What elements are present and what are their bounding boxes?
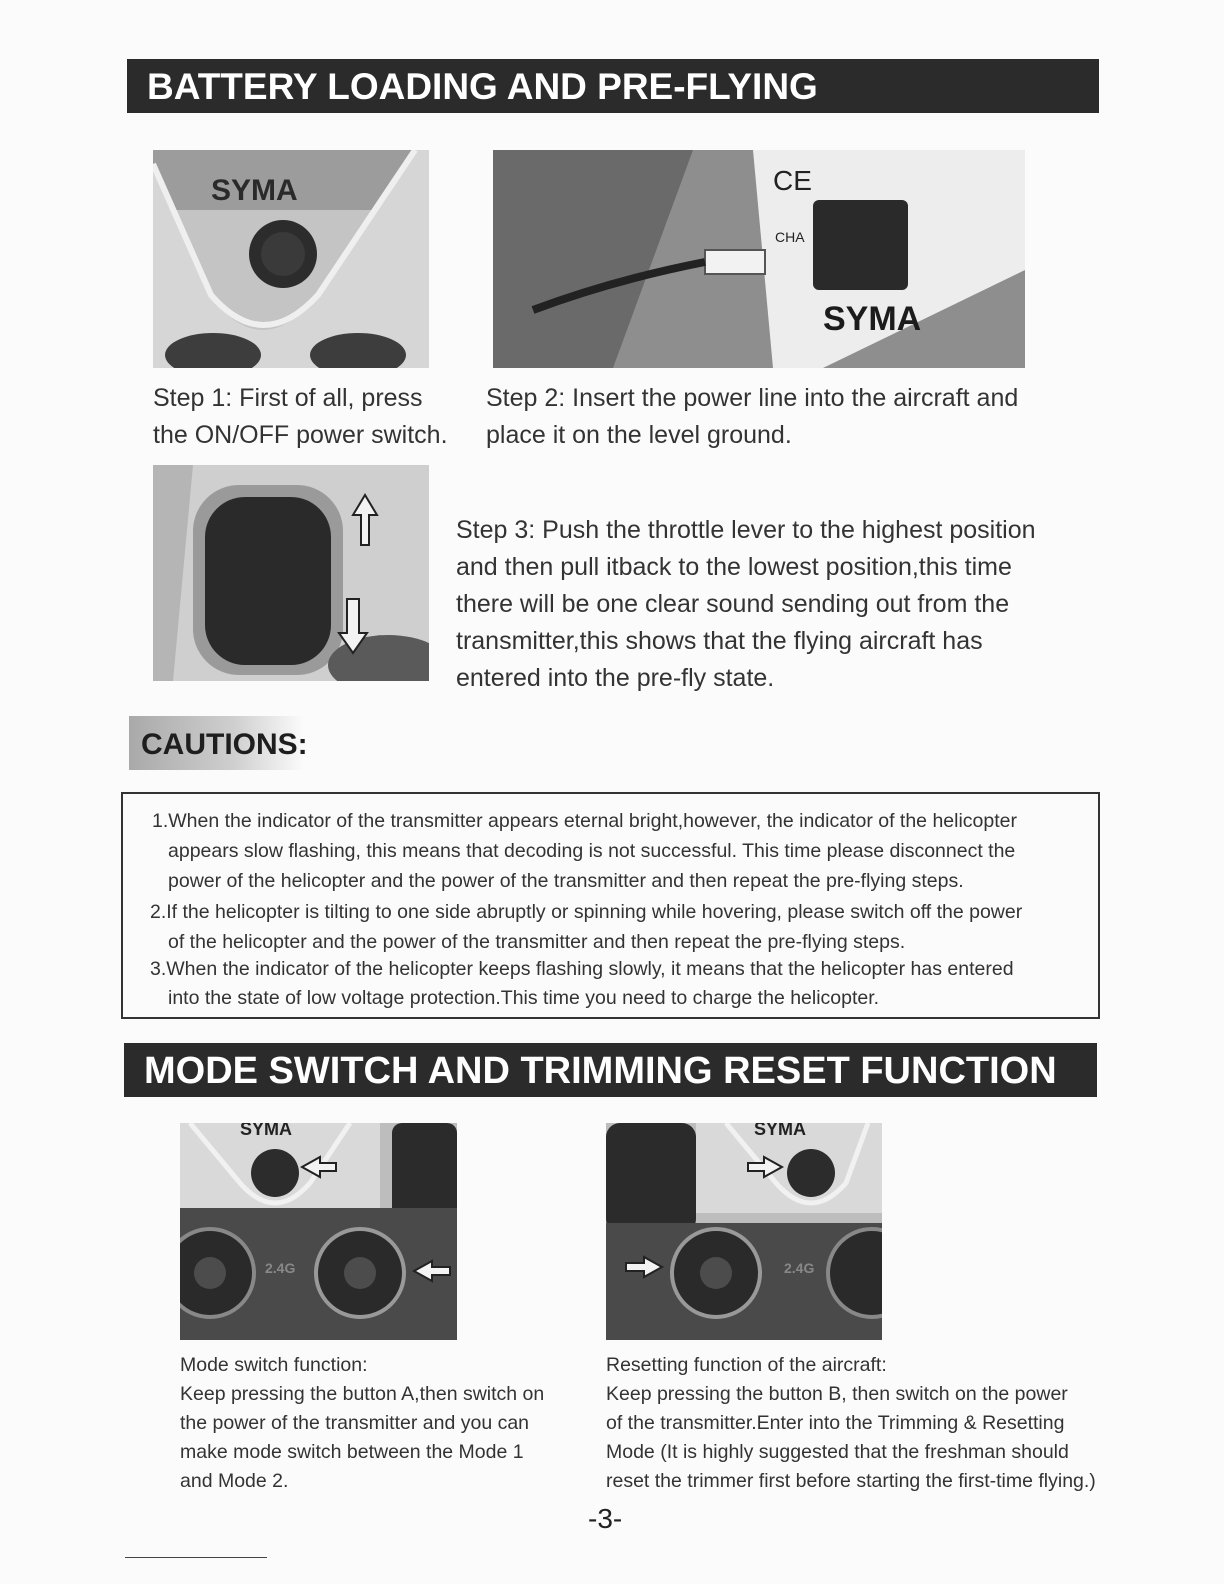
cha-label: CHA	[775, 229, 805, 245]
step2-line1: Step 2: Insert the power line into the aircraft and	[486, 384, 1019, 412]
section-title: BATTERY LOADING AND PRE-FLYING	[147, 66, 818, 107]
page-number: -3-	[588, 1503, 623, 1534]
step2-caption	[486, 380, 1018, 454]
caution-line: 3.When the indicator of the helicopter keeps flashing slowly, it means that the helicopter has entered	[150, 958, 1014, 980]
photo-power-switch	[153, 150, 429, 368]
step3-line: entered into the pre-fly state.	[456, 664, 775, 692]
syma-logo-text: SYMA	[240, 1123, 293, 1139]
mode-switch-line: the power of the transmitter and you can	[180, 1412, 530, 1434]
reset-line: reset the trimmer first before starting the first-time flying.)	[606, 1470, 1096, 1492]
band-label: 2.4G	[784, 1260, 815, 1276]
mode-switch-caption	[180, 1351, 544, 1496]
syma-logo-text: SYMA	[754, 1123, 807, 1139]
caution-line: 2.If the helicopter is tilting to one side abruptly or spinning while hovering, please switch off the power	[150, 901, 1023, 923]
photo-insert-power-line	[493, 150, 1025, 368]
photo-mode-switch	[180, 1123, 457, 1340]
step2-line2: place it on the level ground.	[486, 421, 792, 449]
mode-switch-line: and Mode 2.	[180, 1470, 289, 1492]
caution-line: into the state of low voltage protection.This time you need to charge the helicopter.	[168, 987, 880, 1009]
cautions-box	[121, 792, 1100, 1019]
band-label: 2.4G	[265, 1260, 296, 1276]
section-title: MODE SWITCH AND TRIMMING RESET FUNCTION	[144, 1050, 1057, 1092]
section-banner-battery	[127, 59, 1099, 113]
reset-line: Resetting function of the aircraft:	[606, 1354, 887, 1376]
reset-line: Mode (It is highly suggested that the freshman should	[606, 1441, 1069, 1463]
mode-switch-line: Mode switch function:	[180, 1354, 368, 1376]
step1-line1: Step 1: First of all, press	[153, 384, 423, 412]
photo-trim-reset	[606, 1123, 882, 1340]
photo-throttle-lever	[153, 465, 429, 681]
step3-line: there will be one clear sound sending out from the	[456, 590, 1010, 618]
caution-line: 1.When the indicator of the transmitter appears eternal bright,however, the indicator of the helicopter	[152, 810, 1017, 832]
syma-logo-text: SYMA	[823, 300, 922, 338]
caution-line: power of the helicopter and the power of the transmitter and then repeat the pre-flying steps.	[168, 870, 964, 892]
step3-caption	[456, 512, 1036, 697]
step1-caption	[153, 380, 448, 454]
mode-switch-line: make mode switch between the Mode 1	[180, 1441, 524, 1463]
step3-line: transmitter,this shows that the flying aircraft has	[456, 627, 983, 655]
step3-line: and then pull itback to the lowest position,this time	[456, 553, 1012, 581]
step1-line2: the ON/OFF power switch.	[153, 421, 448, 449]
caution-line: appears slow flashing, this means that decoding is not successful. This time please disconnect the	[168, 840, 1016, 862]
caution-line: of the helicopter and the power of the transmitter and then repeat the pre-flying steps.	[168, 931, 906, 953]
reset-caption	[606, 1351, 1096, 1496]
section-banner-mode-switch	[124, 1043, 1097, 1097]
cautions-heading: CAUTIONS:	[129, 716, 304, 770]
mode-switch-line: Keep pressing the button A,then switch on	[180, 1383, 545, 1405]
footer-rule	[125, 1557, 267, 1558]
step3-line: Step 3: Push the throttle lever to the highest position	[456, 516, 1036, 544]
ce-mark: CE	[773, 165, 812, 196]
syma-logo-text: SYMA	[211, 174, 298, 207]
reset-line: of the transmitter.Enter into the Trimming & Resetting	[606, 1412, 1065, 1434]
reset-line: Keep pressing the button B, then switch on the power	[606, 1383, 1068, 1405]
